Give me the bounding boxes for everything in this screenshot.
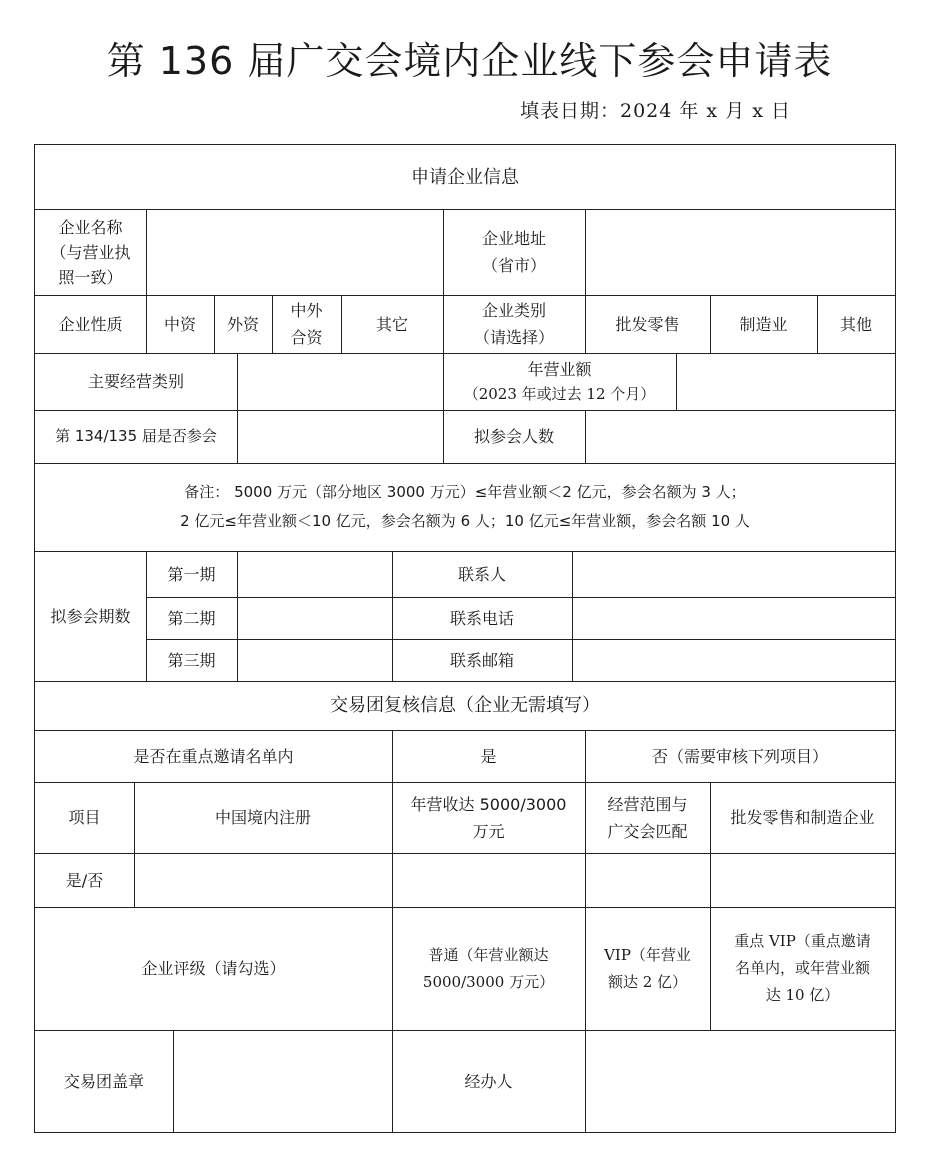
annual-revenue-label xyxy=(443,353,676,410)
delegation-stamp-field[interactable] xyxy=(173,1030,392,1132)
handler-field[interactable] xyxy=(585,1030,895,1132)
keylist-yes-option[interactable]: 是 xyxy=(480,746,497,766)
company-category-label: 企业类别 （请选择） xyxy=(473,301,554,347)
contact-email-field[interactable] xyxy=(572,639,895,681)
attendees-count-field[interactable] xyxy=(585,410,895,463)
phase-2-label: 第二期 xyxy=(167,608,216,628)
section-header-review-info: 交易团复核信息（企业无需填写） xyxy=(330,695,600,716)
phase-3-label: 第三期 xyxy=(167,650,216,670)
check-wholesale-manufacturing: 批发零售和制造企业 xyxy=(730,808,875,827)
contact-person-label: 联系人 xyxy=(457,564,506,584)
nature-option-other[interactable]: 其它 xyxy=(375,314,408,334)
revenue-threshold-answer[interactable] xyxy=(392,853,585,907)
check-business-scope-match: 经营范围与 广交会匹配 xyxy=(607,794,688,841)
attendees-count-label: 拟参会人数 xyxy=(473,427,554,446)
nature-option-joint-venture[interactable]: 中外 合资 xyxy=(290,301,323,347)
category-option-manufacturing[interactable]: 制造业 xyxy=(739,314,788,334)
item-label: 项目 xyxy=(68,808,101,827)
contact-person-field[interactable] xyxy=(572,551,895,597)
company-name-label: 企业名称 （与营业执 照一致） xyxy=(50,217,131,287)
keylist-no-option[interactable]: 否（需要审核下列项目） xyxy=(651,746,828,766)
phase-1-label: 第一期 xyxy=(167,564,216,584)
rating-option-vip[interactable]: VIP（年营业 额达 2 亿） xyxy=(604,945,691,991)
nature-option-foreign[interactable]: 外资 xyxy=(226,314,259,334)
category-option-wholesale-retail[interactable]: 批发零售 xyxy=(615,314,680,334)
contact-email-label: 联系邮箱 xyxy=(449,650,514,670)
main-business-field[interactable] xyxy=(237,353,443,410)
business-scope-answer[interactable] xyxy=(585,853,710,907)
domestic-registration-answer[interactable] xyxy=(134,853,392,907)
handler-label: 经办人 xyxy=(464,1071,513,1091)
rating-option-normal[interactable]: 普通（年营业额达 5000/3000 万元） xyxy=(422,945,555,991)
check-revenue-threshold: 年营收达 5000/3000 万元 xyxy=(410,794,567,841)
category-option-other[interactable]: 其他 xyxy=(839,314,872,334)
phase-3-field[interactable] xyxy=(237,639,392,681)
company-address-field[interactable] xyxy=(585,209,895,295)
nature-option-domestic[interactable]: 中资 xyxy=(163,314,196,334)
rating-label: 企业评级（请勾选） xyxy=(141,959,286,978)
keylist-label: 是否在重点邀请名单内 xyxy=(133,746,294,766)
annual-revenue-field[interactable] xyxy=(676,353,895,410)
fill-date: 填表日期：2024 年 x 月 x 日 xyxy=(520,100,791,122)
contact-phone-label: 联系电话 xyxy=(449,608,514,628)
phase-2-field[interactable] xyxy=(237,597,392,639)
quota-note: 备注： 5000 万元（部分地区 3000 万元）≤年营业额＜2 亿元，参会名额为 3 人； 2 亿元≤年营业额＜10 亿元，参会名额为 6 人；10 亿元≤年营业额，参会名额 10 人 xyxy=(180,483,750,530)
phase-label: 拟参会期数 xyxy=(50,606,131,626)
check-domestic-registration: 中国境内注册 xyxy=(214,808,311,827)
company-address-label: 企业地址 （省市） xyxy=(481,229,546,275)
contact-phone-field[interactable] xyxy=(572,597,895,639)
company-name-field[interactable] xyxy=(146,209,443,295)
annual-revenue-period: （2023 年或过去 12 个月） xyxy=(463,384,656,403)
section-header-applicant-info: 申请企业信息 xyxy=(411,166,519,188)
delegation-stamp-label: 交易团盖章 xyxy=(63,1071,144,1091)
form-title: 第 136 届广交会境内企业线下参会申请表 xyxy=(106,39,833,83)
yes-no-label: 是/否 xyxy=(65,870,104,890)
phase-1-field[interactable] xyxy=(237,551,392,597)
company-nature-label: 企业性质 xyxy=(58,314,123,334)
annual-revenue-title: 年营业额 xyxy=(527,359,592,379)
application-form-table xyxy=(34,144,896,1133)
main-business-label: 主要经营类别 xyxy=(87,372,184,391)
rating-option-key-vip[interactable]: 重点 VIP（重点邀请 名单内，或年营业额 达 10 亿） xyxy=(734,932,871,1004)
wholesale-manufacturing-answer[interactable] xyxy=(710,853,895,907)
previous-attendance-field[interactable] xyxy=(237,410,443,463)
previous-attendance-label: 第 134/135 届是否参会 xyxy=(55,427,217,445)
